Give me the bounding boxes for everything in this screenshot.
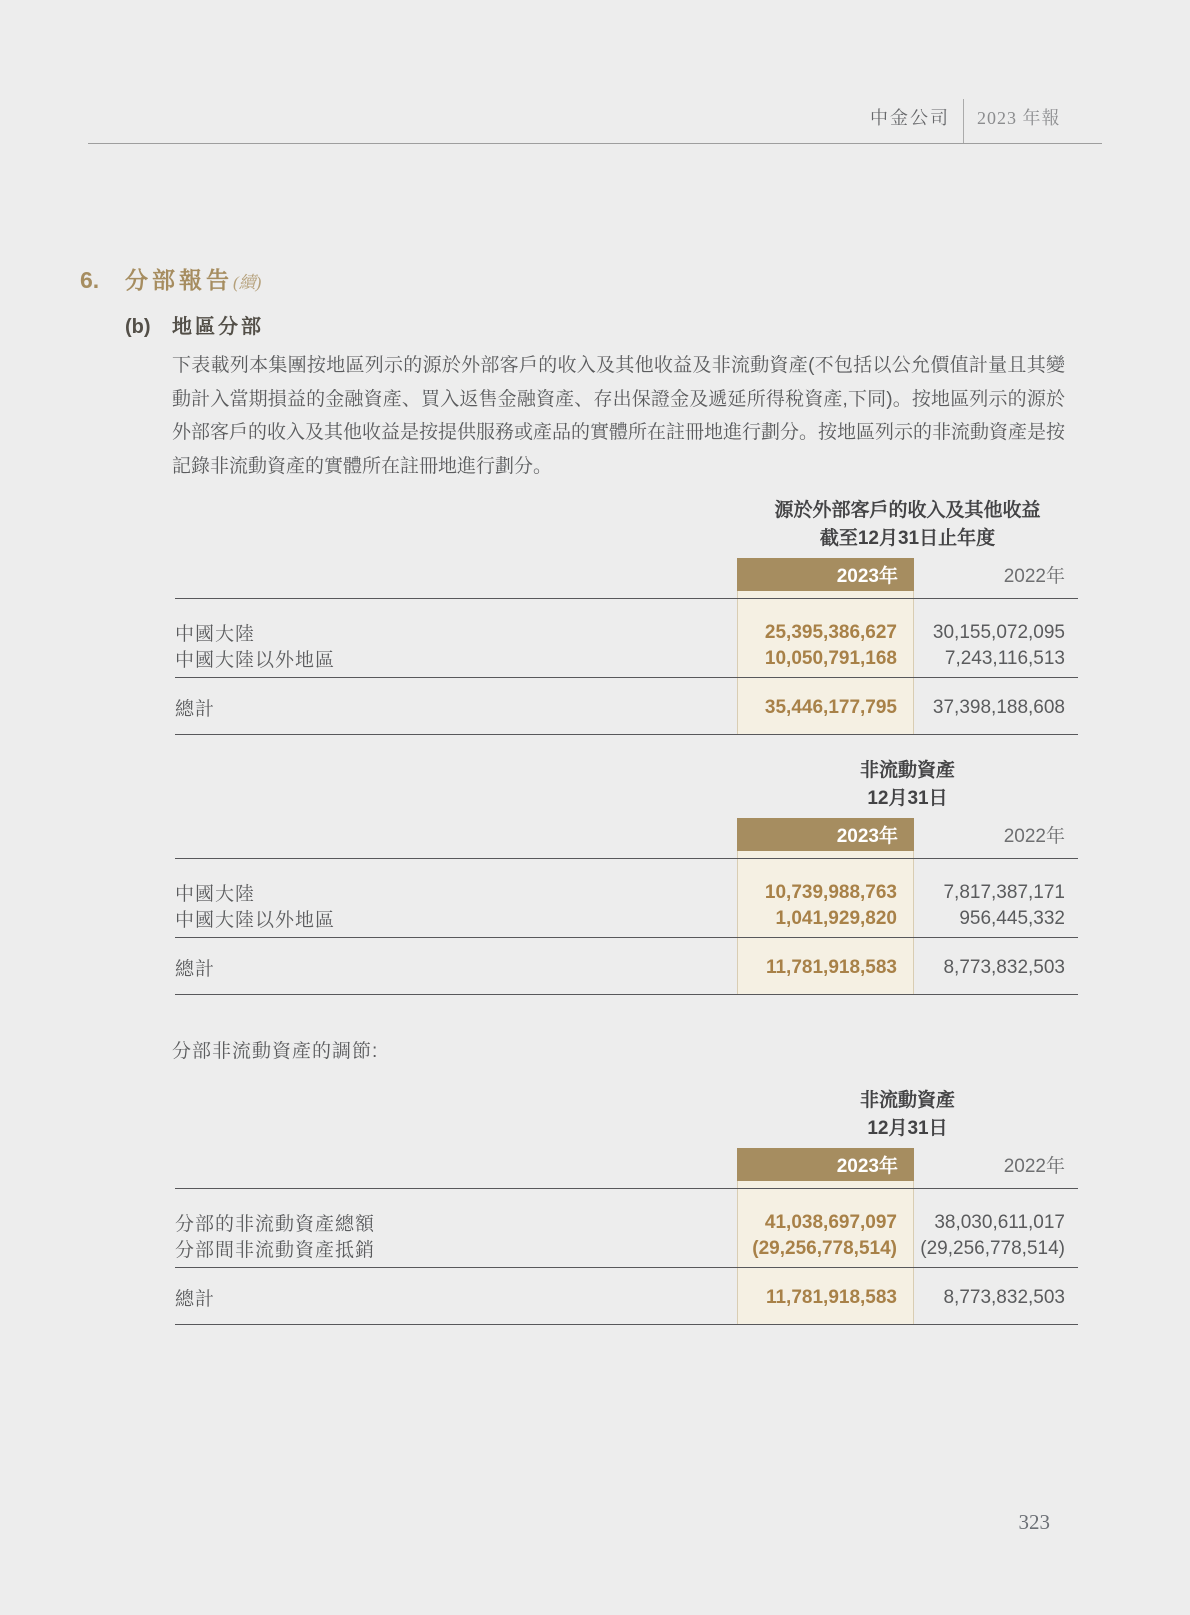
total-value-2023: 35,446,177,795: [737, 694, 914, 721]
total-label: 總計: [175, 699, 216, 720]
table3-col-2023: 2023年: [737, 1148, 914, 1181]
table3-title: 非流動資產: [859, 1090, 955, 1111]
table-noncurrent-assets-reconciliation: [175, 1090, 1078, 1325]
total-value-2023: 11,781,918,583: [737, 954, 914, 981]
table-revenue-by-region: [175, 500, 1078, 735]
table-total-row: [175, 1284, 1078, 1310]
row-value-2023: (29,256,778,514): [737, 1235, 914, 1262]
body-paragraph: 下表載列本集團按地區列示的源於外部客戶的收入及其他收益及非流動資產(不包括以公允價值計量且其變動計入當期損益的金融資產、買入返售金融資產、存出保證金及遞延所得稅資產,下同)。按地區列示的源於外部客戶的收入及其他收益是按提供服務或產品的實體所在註冊地進行劃分。按地區列示的非流動資產是按記錄非流動資產的實體所在註冊地進行劃分。: [172, 355, 1066, 477]
table1-subtitle: 截至12月31日止年度: [819, 528, 996, 549]
table3-year-header: [175, 1148, 1078, 1181]
table-row: [175, 879, 1078, 905]
row-value-2022: 38,030,611,017: [934, 1211, 1065, 1233]
table2-title: 非流動資產: [859, 760, 955, 781]
row-value-2023: 10,050,791,168: [737, 645, 914, 672]
row-value-2023: 1,041,929,820: [737, 905, 914, 932]
row-value-2023: 10,739,988,763: [737, 879, 914, 906]
table-row: [175, 1209, 1078, 1235]
page-number: 323: [1018, 1510, 1050, 1534]
header-rule: [88, 143, 1102, 144]
total-label: 總計: [175, 1289, 216, 1310]
row-value-2023: 41,038,697,097: [737, 1209, 914, 1236]
row-value-2022: 956,445,332: [959, 907, 1065, 929]
row-value-2022: 7,817,387,171: [943, 881, 1065, 903]
table2-year-header: [175, 818, 1078, 851]
row-value-2022: 7,243,116,513: [944, 647, 1065, 669]
total-label: 總計: [175, 959, 216, 980]
table3-col-2022: 2022年: [1003, 1156, 1065, 1177]
section-heading: [80, 262, 261, 295]
table2-col-2023: 2023年: [737, 818, 914, 851]
table-row: [175, 1235, 1078, 1261]
report-title: 2023 年報: [977, 108, 1061, 128]
page-header: [88, 0, 1102, 144]
row-value-2022: (29,256,778,514): [920, 1237, 1065, 1259]
company-name: 中金公司: [870, 108, 950, 128]
table1-title: 源於外部客戶的收入及其他收益: [774, 500, 1041, 521]
subsection-title: 地區分部: [172, 316, 264, 338]
row-label: 中國大陸以外地區: [175, 650, 336, 671]
total-value-2022: 8,773,832,503: [943, 1286, 1065, 1308]
row-label: 中國大陸: [175, 624, 256, 645]
row-label: 分部間非流動資產抵銷: [175, 1240, 376, 1261]
table-row: [175, 619, 1078, 645]
total-value-2023: 11,781,918,583: [737, 1284, 914, 1311]
table-total-row: [175, 694, 1078, 720]
row-label: 中國大陸: [175, 884, 256, 905]
table-noncurrent-assets-by-region: [175, 760, 1078, 995]
section-continued-note: (續): [233, 273, 262, 292]
table1-col-2023: 2023年: [737, 558, 914, 591]
table-total-row: [175, 954, 1078, 980]
table-row: [175, 645, 1078, 671]
table3-subtitle: 12月31日: [867, 1118, 948, 1139]
table2-subtitle: 12月31日: [867, 788, 948, 809]
row-value-2022: 30,155,072,095: [932, 621, 1065, 643]
table1-col-2022: 2022年: [1003, 566, 1065, 587]
table-row: [175, 905, 1078, 931]
table1-year-header: [175, 558, 1078, 591]
row-label: 分部的非流動資產總額: [175, 1214, 376, 1235]
reconciliation-note: 分部非流動資產的調節:: [172, 1041, 379, 1062]
section-number: 6.: [80, 267, 100, 293]
subsection-label: (b): [125, 316, 151, 338]
row-value-2023: 25,395,386,627: [737, 619, 914, 646]
section-title: 分部報告: [125, 267, 233, 293]
subsection-heading: [125, 310, 264, 339]
total-value-2022: 37,398,188,608: [932, 696, 1065, 718]
row-label: 中國大陸以外地區: [175, 910, 336, 931]
table2-col-2022: 2022年: [1003, 826, 1065, 847]
header-divider: [963, 99, 964, 143]
total-value-2022: 8,773,832,503: [943, 956, 1065, 978]
